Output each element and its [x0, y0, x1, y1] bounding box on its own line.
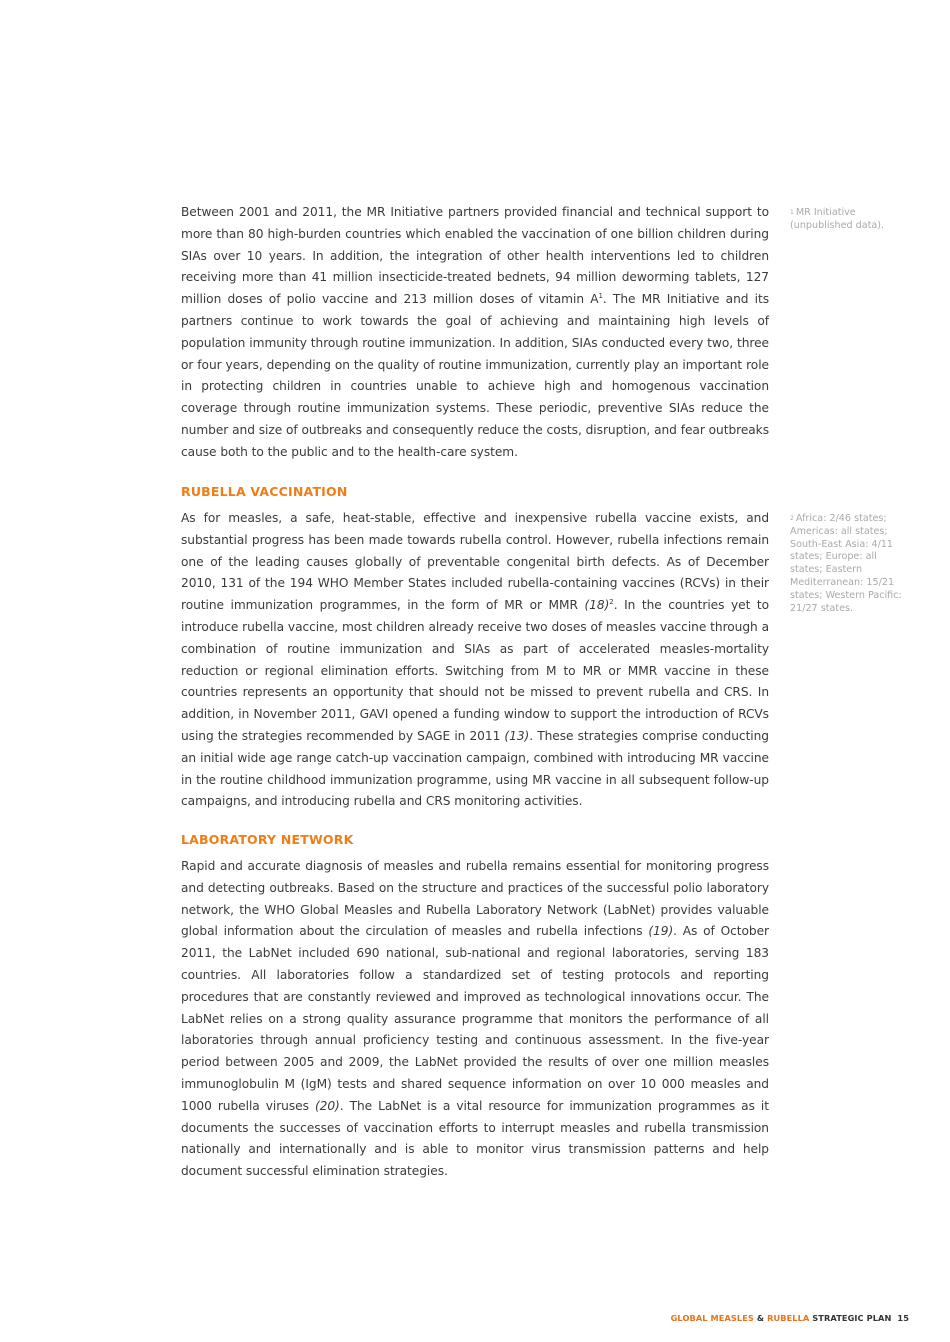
citation-19: (19) — [648, 924, 674, 939]
paragraph-mr-initiative: Between 2001 and 2011, the MR Initiative partners provided financial and technical support to more than 80 high-burden countries which enabled the vaccination of one billion children during SIAs over 10 years. In addition, the integration of other health interventions led to children receiving more than 41 million insecticide-treated bednets, 94 million deworming tablets, 127 million doses of polio vaccine and 213 million doses of vitamin $A^1$. The MR Initiative and its partners continue to work towards the goal of achieving and maintaining high levels of population immunity through routine immunization. In addition, SIAs conducted every two, three or four years, depending on the quality of routine immunization, currently play an important role in protecting children in countries unable to achieve high and homogenous vaccination coverage through routine immunization systems. These periodic, preventive SIAs reduce the number and size of outbreaks and consequently reduce the costs, disruption, and fear outbreaks cause both to the public and to the health-care system. — [181, 205, 769, 459]
rubella-paragraph — [181, 508, 769, 813]
paragraph-rubella: As for measles, a safe, heat-stable, effective and inexpensive rubella vaccine exists, and substantial progress has been made towards rubella control. However, rubella infections remain one of the leading causes globally of preventable congenital birth defects. As of December 2010, 131 of the 194 WHO Member States included rubella-containing vaccines (RCVs) in their routine immunization programmes, in the form of MR or MMR $(18)^2$. In the countries yet to introduce rubella vaccine, most children already receive two doses of measles vaccine through a combination of routine immunization and SIAs as part of accelerated measles-mortality reduction or regional elimination efforts. Switching from M to MR or MMR vaccine in these countries represents an opportunity that should not be missed to prevent rubella and CRS. In addition, in November 2011, GAVI opened a funding window to support the introduction of RCVs using the strategies recommended by SAGE in 2011 (13). These strategies comprise conducting an initial wide age range catch-up vaccination campaign, combined with introducing MR vaccine in the routine childhood immunization programme, using MR vaccine in all subsequent follow-up campaigns, and introducing rubella and CRS monitoring activities. — [181, 511, 769, 809]
sidenote-2 — [790, 513, 902, 615]
sidenote-2-number: 2 — [790, 515, 794, 522]
sidenote-1-text: MR Initiative (unpublished data). — [790, 207, 885, 231]
footer-title-global-measles: GLOBAL MEASLES — [670, 1313, 754, 1323]
page-footer — [671, 1313, 909, 1323]
paragraph-labnet: Rapid and accurate diagnosis of measles and rubella remains essential for monitoring progress and detecting outbreaks. Based on the structure and practices of the successful polio laboratory network, the WHO Global Measles and Rubella Laboratory Network (LabNet) provides valuable global information about the circulation of measles and rubella infections (19). As of October 2011, the LabNet included 690 national, sub-national and regional laboratories, serving 183 countries. All laboratories follow a standardized set of testing protocols and reporting procedures that are constantly reviewed and improved as technological innovations occur. The LabNet relies on a strong quality assurance programme that monitors the performance of all laboratories through annual proficiency testing and continuous assessment. In the five-year period between 2005 and 2009, the LabNet provided the results of over one million measles immunoglobulin M (IgM) tests and shared sequence information on over 10 000 measles and 1000 rubella viruses (20). The LabNet is a vital resource for immunization programmes as it documents the successes of vaccination efforts to interrupt measles and rubella transmission nationally and internationally and is able to monitor virus transmission patterns and help document successful elimination strategies. — [181, 859, 769, 1179]
citation-13: (13) — [504, 728, 530, 743]
page-number: 15 — [897, 1313, 909, 1323]
heading-rubella-vaccination: RUBELLA VACCINATION — [181, 484, 348, 499]
footnote-ref-2[interactable]: 2 — [609, 598, 614, 607]
sidenote-2-text: Africa: 2/46 states; Americas: all states; South-East Asia: 4/11 states; Europe: all states; Eastern Mediterranean: 15/21 states; Western Pacific: 21/27 states. — [790, 513, 902, 614]
footnote-ref-1[interactable]: 1 — [598, 292, 603, 301]
intro-paragraph — [181, 202, 769, 464]
labnet-paragraph — [181, 856, 769, 1183]
footer-ampersand: & — [753, 1313, 768, 1323]
sidenote-1-number: 1 — [790, 209, 794, 216]
citation-20: (20) — [314, 1098, 340, 1113]
footer-title-rubella: RUBELLA — [767, 1313, 810, 1323]
citation-18: (18) — [584, 598, 610, 613]
footer-title-strategic-plan: STRATEGIC PLAN — [809, 1313, 892, 1323]
heading-laboratory-network: LABORATORY NETWORK — [181, 832, 354, 847]
sidenote-1 — [790, 207, 902, 233]
